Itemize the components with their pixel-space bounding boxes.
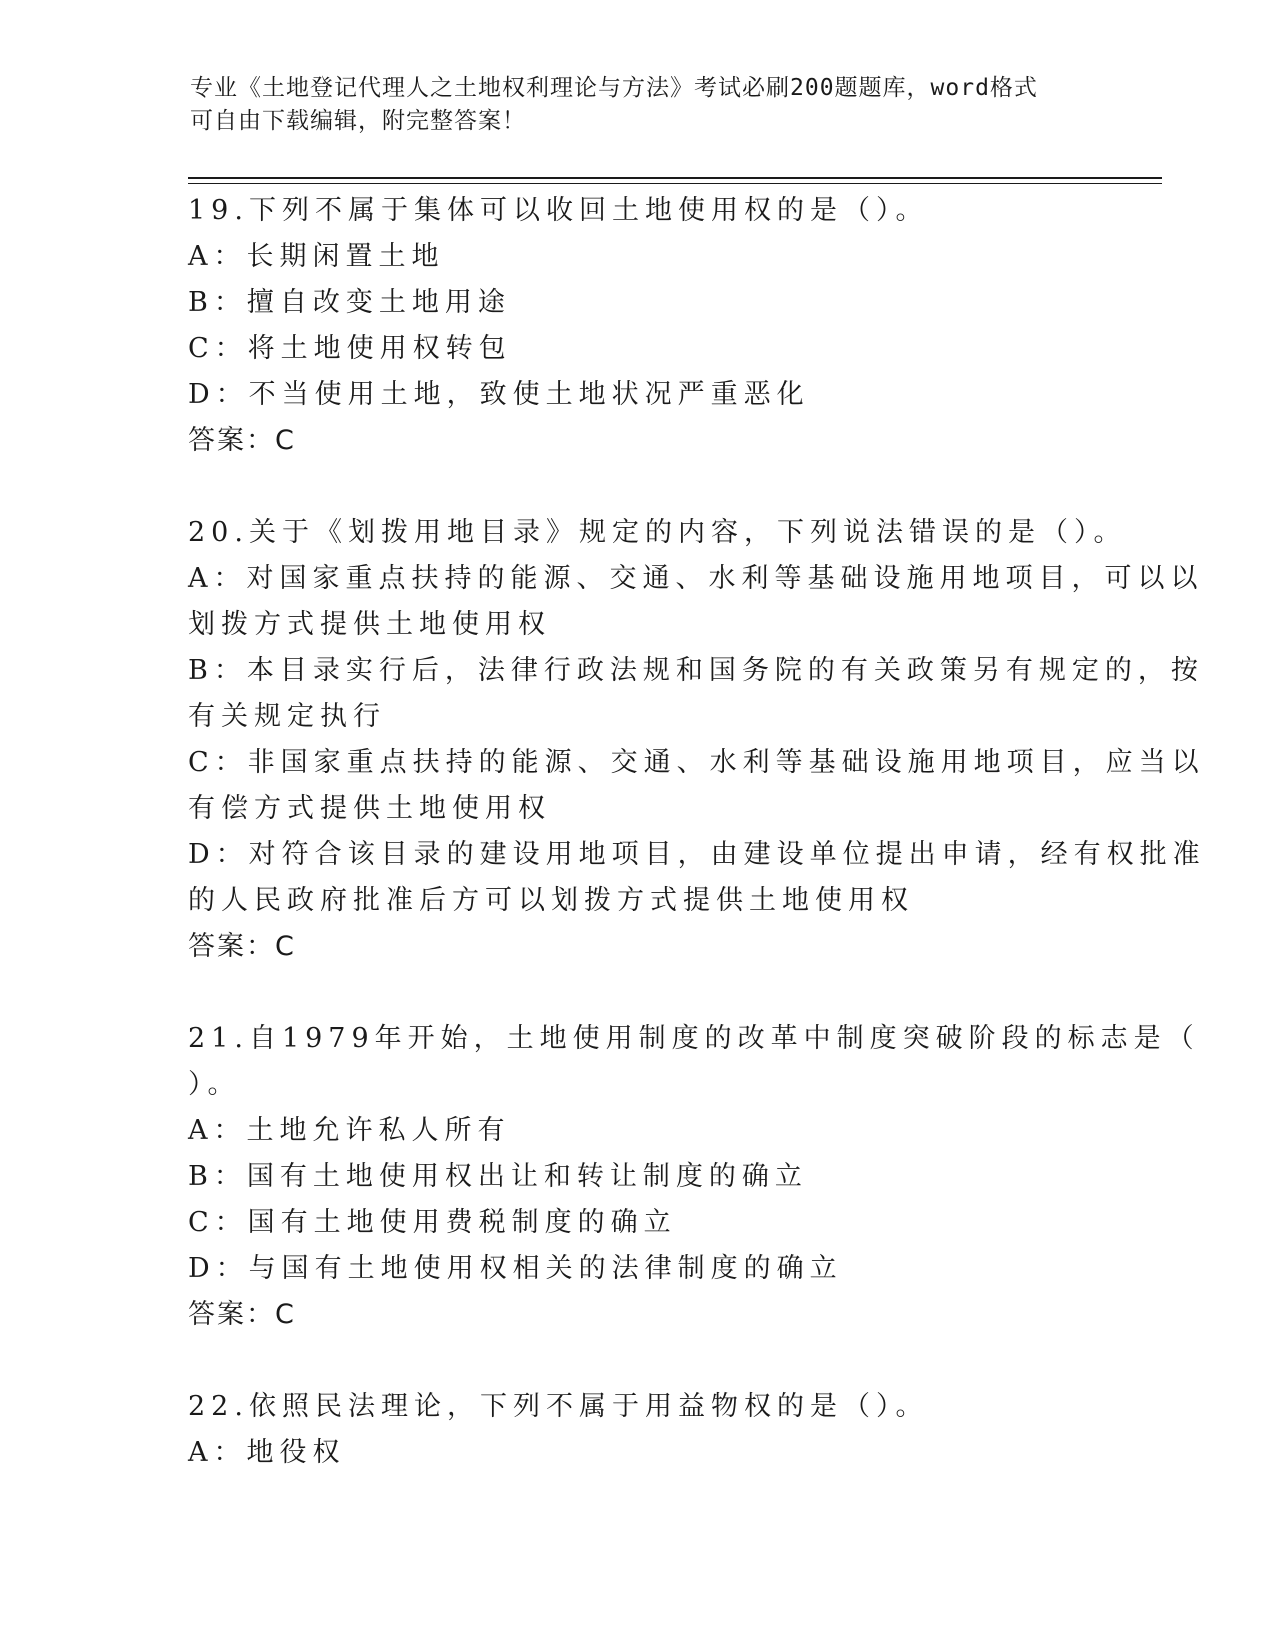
option-b: B：擅自改变土地用途 bbox=[188, 287, 511, 318]
option-c: C：国有土地使用费税制度的确立 bbox=[188, 1207, 677, 1238]
option-c: C：将土地使用权转包 bbox=[188, 333, 512, 364]
option-a-continued: 划拨方式提供土地使用权 bbox=[188, 609, 551, 640]
question-stem: 19.下列不属于集体可以收回土地使用权的是（）。 bbox=[188, 195, 929, 226]
option-a: A：地役权 bbox=[188, 1437, 346, 1468]
question-spacer bbox=[188, 1338, 1088, 1384]
option-d: D：不当使用土地，致使土地状况严重恶化 bbox=[188, 379, 810, 410]
answer-line: 答案：C bbox=[188, 1299, 296, 1330]
answer-line: 答案：C bbox=[188, 425, 296, 456]
question-list bbox=[188, 188, 1206, 1476]
question-spacer bbox=[188, 970, 1088, 1016]
option-d: D：对符合该目录的建设用地项目，由建设单位提出申请，经有权批准 bbox=[188, 839, 1206, 870]
question-21 bbox=[188, 1016, 1200, 1338]
header-line-2: 可自由下载编辑，附完整答案！ bbox=[190, 108, 526, 134]
option-d-continued: 的人民政府批准后方可以划拨方式提供土地使用权 bbox=[188, 885, 914, 916]
question-20 bbox=[188, 510, 1206, 970]
option-a: A：对国家重点扶持的能源、交通、水利等基础设施用地项目，可以以 bbox=[188, 563, 1204, 594]
option-d: D：与国有土地使用权相关的法律制度的确立 bbox=[188, 1253, 843, 1284]
question-spacer bbox=[188, 464, 1088, 510]
question-stem-continued: ）。 bbox=[188, 1069, 241, 1100]
document-header bbox=[190, 72, 1090, 138]
answer-line: 答案：C bbox=[188, 931, 296, 962]
option-b: B：本目录实行后，法律行政法规和国务院的有关政策另有规定的，按 bbox=[188, 655, 1204, 686]
header-rule-thick bbox=[188, 177, 1162, 179]
option-b-continued: 有关规定执行 bbox=[188, 701, 386, 732]
header-line-1: 专业《土地登记代理人之土地权利理论与方法》考试必刷200题题库，word格式 bbox=[190, 75, 1038, 101]
question-22 bbox=[188, 1384, 1088, 1476]
question-19 bbox=[188, 188, 1088, 464]
question-stem: 20.关于《划拨用地目录》规定的内容，下列说法错误的是（）。 bbox=[188, 517, 1127, 548]
option-a: A：土地允许私人所有 bbox=[188, 1115, 511, 1146]
option-a: A：长期闲置土地 bbox=[188, 241, 445, 272]
question-stem: 21.自1979年开始，土地使用制度的改革中制度突破阶段的标志是（ bbox=[188, 1023, 1200, 1054]
question-stem: 22.依照民法理论，下列不属于用益物权的是（）。 bbox=[188, 1391, 929, 1422]
option-c: C：非国家重点扶持的能源、交通、水利等基础设施用地项目，应当以 bbox=[188, 747, 1205, 778]
option-b: B：国有土地使用权出让和转让制度的确立 bbox=[188, 1161, 808, 1192]
option-c-continued: 有偿方式提供土地使用权 bbox=[188, 793, 551, 824]
header-rule-thin bbox=[188, 183, 1162, 184]
